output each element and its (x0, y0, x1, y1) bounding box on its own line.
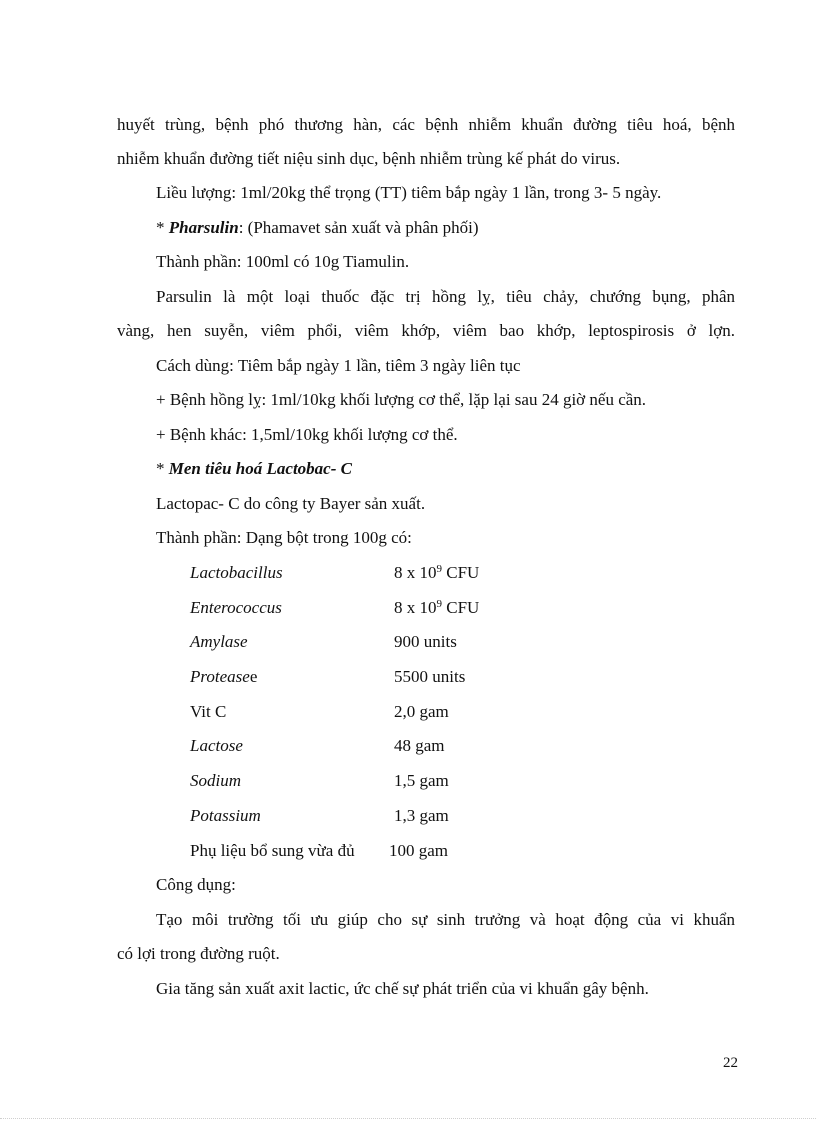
ingredient-amount: 1,3 gam (394, 806, 449, 825)
ingredient-amount: 5500 units (394, 667, 466, 686)
page-number: 22 (723, 1055, 738, 1071)
ingredient-amount: 8 x $10^9$ CFU (394, 598, 480, 617)
usage-text: Cách dùng: Tiêm bắp ngày 1 lần, tiêm 3 ngày liên tục (156, 356, 521, 375)
ingredient-amount: 1,5 gam (394, 771, 449, 790)
ingredient-amount: 8 x $10^9$ CFU (394, 563, 480, 582)
ingredient-name: Phụ liệu bổ sung vừa đủ (190, 841, 355, 860)
ingredient-name: Lactose (190, 736, 243, 755)
ingredient-name: Enterococcus (190, 598, 282, 617)
pharsulin-composition: Thành phần: 100ml có 10g Tiamulin. (156, 252, 410, 271)
lactobac-maker: Lactopac- C do công ty Bayer sản xuất. (156, 494, 426, 513)
ingredient-amount: 900 units (394, 632, 457, 651)
lactobac-title: Men tiêu hoá Lactobac- C (168, 459, 352, 478)
pharsulin-producer: : (Phamavet sản xuất và phân phối) (238, 218, 479, 237)
other-disease-dose: + Bệnh khác: 1,5ml/10kg khối lượng cơ thể. (156, 425, 458, 444)
dysentery-dose: + Bệnh hồng lỵ: 1ml/10kg khối lượng cơ thể, lặp lại sau 24 giờ nếu cần. (156, 390, 647, 409)
pharsulin-name: Pharsulin (168, 218, 239, 237)
paragraph-line: nhiễm khuẩn đường tiết niệu sinh dục, bệnh nhiễm trùng kế phát do virus. (117, 149, 621, 168)
effects-heading: Công dụng: (156, 875, 236, 894)
paragraph-line: có lợi trong đường ruột. (117, 944, 280, 963)
page-bottom-divider (0, 1118, 816, 1119)
ingredient-name: Amylase (190, 632, 248, 651)
lactobac-heading (156, 452, 774, 487)
ingredient-name: Potassium (190, 806, 261, 825)
dosage-text: Liều lượng: 1ml/20kg thể trọng (TT) tiêm bắp ngày 1 lần, trong 3- 5 ngày. (156, 183, 662, 202)
ingredient-name: Sodium (190, 771, 241, 790)
ingredient-name: Vit C (190, 702, 227, 721)
paragraph-line: Gia tăng sản xuất axit lactic, ức chế sự phát triển của vi khuẩn gây bệnh. (156, 979, 649, 998)
paragraph-line: huyết trùng, bệnh phó thương hàn, các bệnh nhiễm khuẩn đường tiêu hoá, bệnh (117, 115, 735, 134)
ingredient-amount: 2,0 gam (394, 702, 449, 721)
paragraph-line: Tạo môi trường tối ưu giúp cho sự sinh trưởng và hoạt động của vi khuẩn (156, 910, 735, 929)
ingredient-name: Proteasee (190, 667, 258, 686)
ingredient-amount: 100 gam (389, 841, 449, 860)
bullet-marker: * (156, 459, 169, 478)
paragraph-line: vàng, hen suyễn, viêm phổi, viêm khớp, viêm bao khớp, leptospirosis ở lợn. (117, 321, 735, 340)
pharsulin-heading (156, 211, 774, 246)
bullet-marker: * (156, 218, 169, 237)
ingredient-name: Lactobacillus (190, 563, 283, 582)
ingredient-amount: 48 gam (394, 736, 445, 755)
lactobac-composition: Thành phần: Dạng bột trong 100g có: (156, 528, 412, 547)
paragraph-line: Parsulin là một loại thuốc đặc trị hồng lỵ, tiêu chảy, chướng bụng, phân (156, 287, 735, 306)
